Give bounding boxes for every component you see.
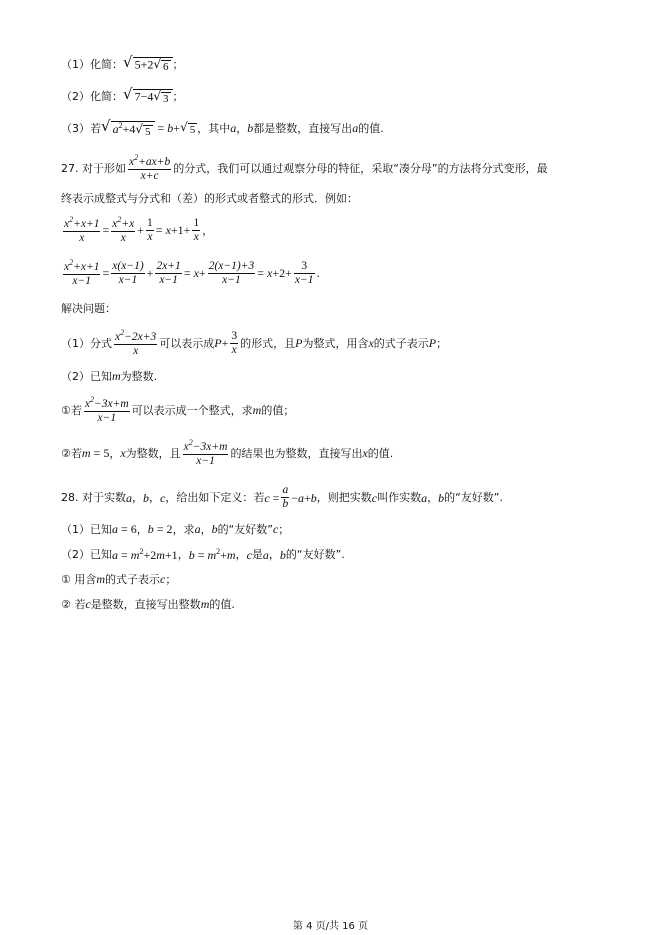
question-28-item-1: ① 用含 m 的式子表示 c ； [61,572,177,586]
sqrt-expression-1: √ 5+2 √ 6 [123,55,173,73]
question-28-part-2: （2）已知 $a = m^2+2m+1$ ， $b = m^2+m$ ， c 是 a ， b 的“友好数”. [61,547,345,562]
question-27-line2: 终表示成整式与分式和（差）的形式或者整式的形式．例如： [61,192,358,205]
solve-heading: 解决问题： [61,302,116,315]
question-28-item-2: ② 若 c 是整数，直接写出整数 m 的值. [61,597,235,611]
question-28-part-1: （1）已知 a = 6 ， b = 2 ，求 a ， b 的“友好数” c ； [61,522,290,536]
question-28-intro: 28. 对于实数 a ， b ， c ，给出如下定义：若 c = $\frac{a}{b}$ −a+b ，则把实数 c 叫作实数 a ， b 的“友好数”. [61,484,503,511]
example-equation-1: $\frac{x^2+x+1}{x}$ = $\frac{x^2+x}{x}$ + $\frac{1}{x}$ = x+1+ $\frac{1}{x}$ ， [64,215,214,245]
part-2-line: （2）化简： √ 7−4 √ 3 ； [61,85,184,105]
question-27-case-2: ②若 m = 5 ， x 为整数，且 $\frac{x^2-3x+m}{x-1}$ 的结果也为整数，直接写出 x 的值. [61,438,394,468]
question-27-intro: 27. 对于形如 $\frac{x^2+ax+b}{x+c}$ 的分式，我们可以通过观察分母的特征，采取“凑分母”的方法将分式变形，最 [61,153,548,183]
part-1-label: （1）化简： [61,57,123,71]
part-3-line: （3）若 √ $a^2+4$ √ 5 = b+ √ 5 ，其中 a ， b 都是整数，直接写出 a 的值. [61,117,384,138]
question-27-part-1: （1）分式 $\frac{x^2-2x+3}{x}$ 可以表示成 P+ $\frac{3}{x}$ 的形式，且 P 为整式，用含 x 的式子表示 P ； [61,328,448,358]
sqrt-expression-3: √ $a^2+4$ √ 5 [101,119,155,138]
fraction-general: $\frac{x^2+ax+b}{x+c}$ [129,153,171,183]
page-footer: 第 4 页/共 16 页 [292,921,369,932]
example-equation-2: $\frac{x^2+x+1}{x-1}$ = $\frac{x(x-1)}{x-1}$ + $\frac{2x+1}{x-1}$ = x+ $\frac{2(x-1)+3}{x-1}$ = x+2+ $\frac{3}{x-1}$ . [64,258,321,288]
part-2-label: （2）化简： [61,89,123,103]
sqrt-expression-2: √ 7−4 √ 3 [123,87,173,105]
question-27-part-2: （2）已知 m 为整数. [61,369,158,383]
question-27-case-1: ①若 $\frac{x^2-3x+m}{x-1}$ 可以表示成一个整式，求 m 的值； [61,395,295,425]
part-1-line: （1）化简： √ 5+2 √ 6 ； [61,53,184,73]
